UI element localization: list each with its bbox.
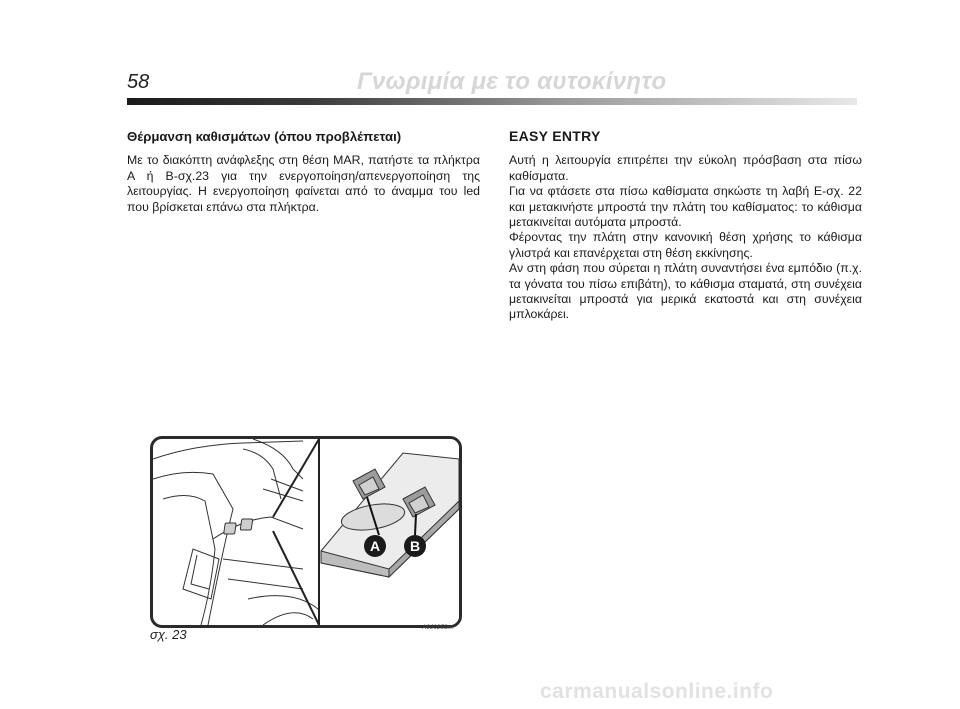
button-a-label: A xyxy=(369,538,381,554)
easy-entry-heading: EASY ENTRY xyxy=(509,128,601,144)
seat-heating-paragraph: Με το διακόπτη ανάφλεξης στη θέση MAR, πατήστε τα πλήκτρα A ή B-σχ.23 για την ενεργοποίηση/απενεργοποίηση της λειτουργίας. Η ενεργοποίηση φαίνεται από το άναμμα του led που βρίσκεται επάνω στα πλήκτρα. xyxy=(127,153,480,214)
page-number: 58 xyxy=(127,71,150,93)
running-title: Γνωριμία με το αυτοκίνητο xyxy=(357,68,667,95)
footer-watermark: carmanualsonline.info xyxy=(540,680,774,703)
figure-code: A0J0253m xyxy=(422,624,454,631)
header-rule xyxy=(127,98,857,105)
easy-entry-paragraph-4: Αν στη φάση που σύρεται η πλάτη συναντήσει ένα εμπόδιο (π.χ. τα γόνατα του πίσω επιβάτη), το κάθισμα σταματά, στη συνέχεια μετακινείται μπροστά για μερικά εκατοστά και στη συνέχεια μπλοκάρει. xyxy=(509,261,862,322)
easy-entry-paragraph-1: Αυτή η λειτουργία επιτρέπει την εύκολη πρόσβαση στα πίσω καθίσματα. xyxy=(509,153,862,183)
console-drawing xyxy=(153,439,459,625)
left-column xyxy=(127,129,480,215)
easy-entry-paragraph-2: Για να φτάσετε στα πίσω καθίσματα σηκώστε τη λαβή E-σχ. 22 και μετακινήστε μπροστά την πλάτη του καθίσματος: το κάθισμα μετακινείται αυτόματα μπροστά. xyxy=(509,184,862,230)
seat-heating-illustration xyxy=(150,436,462,628)
easy-entry-paragraph-3: Φέροντας την πλάτη στην κανονική θέση χρήσης το κάθισμα γλιστρά και επανέρχεται στη θέση εκκίνησης. xyxy=(509,230,862,260)
button-b-label: B xyxy=(409,538,421,554)
right-column xyxy=(509,129,862,323)
seat-heating-heading: Θέρμανση καθισμάτων (όπου προβλέπεται) xyxy=(127,129,402,144)
figure-caption: σχ. 23 xyxy=(150,627,187,642)
